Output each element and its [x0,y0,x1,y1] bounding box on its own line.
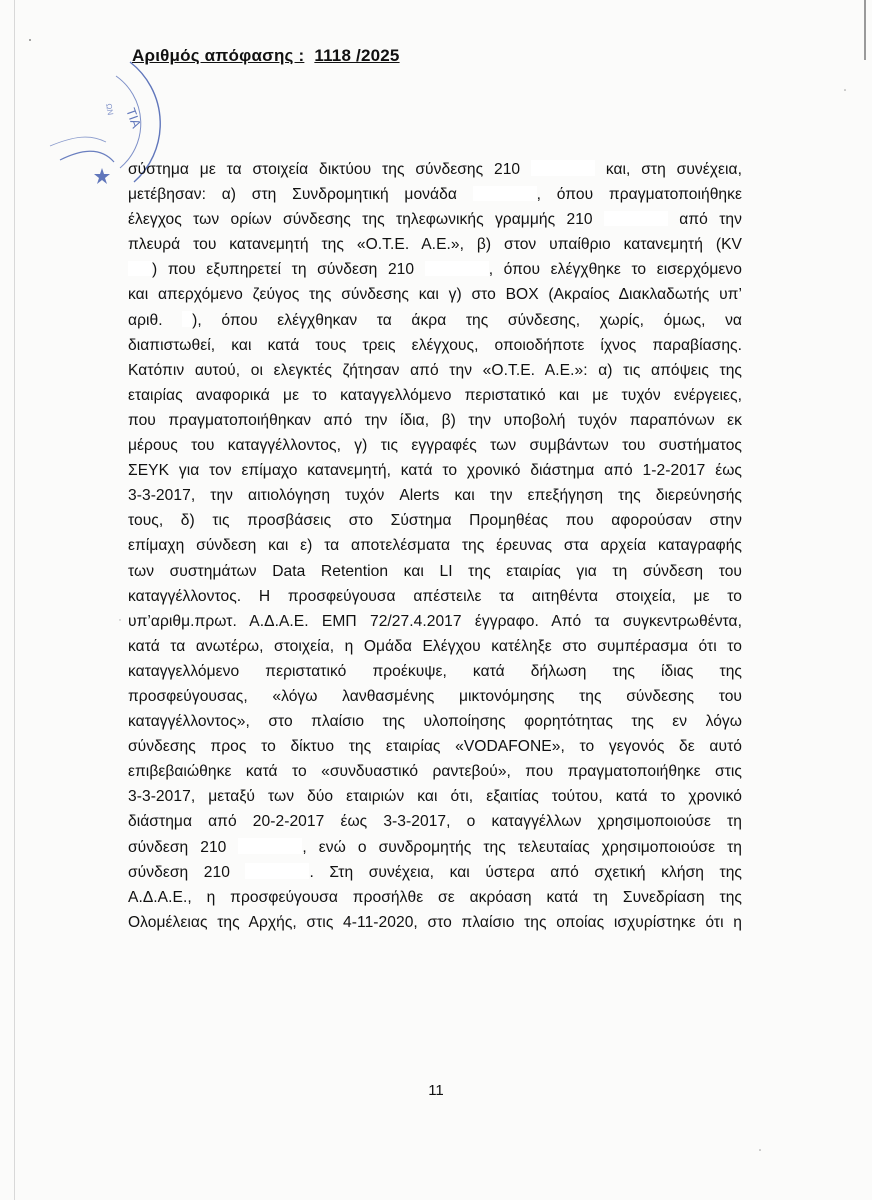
binding-edge [14,0,15,1200]
text-line: προσφεύγουσας, «λόγω λανθασμένης μικτονόμησης της σύνδεσης του [128,687,742,705]
text-segment: από την [679,211,742,229]
text-segment: , ενώ ο συνδρομητής της τελευταίας χρησιμοποιούσε τη [302,838,743,856]
redaction [238,838,302,854]
decision-number-label: Αριθμός απόφασης : [132,46,305,65]
text-line: που πραγματοποιήθηκαν από την ίδια, β) την υποβολή τυχόν παραπόνων εκ [128,411,742,429]
text-line [128,308,742,333]
text-line: διάστημα από 20-2-2017 έως 3-3-2017, ο καταγγέλλων χρησιμοποιούσε τη [128,813,742,831]
redaction [245,863,309,879]
text-line: σύνδεσης προς το δίκτυο της εταιρίας «VODAFONE», το γεγονός δε αυτό [128,738,742,756]
text-line [128,157,742,182]
text-segment: , όπου ελέγχθηκε το εισερχόμενο [488,261,742,279]
text-line: καταγγελλόμενο περιστατικό προέκυψε, κατά δήλωση της ίδιας της [128,662,742,680]
redaction [182,311,192,327]
text-segment: σύνδεση 210 [128,863,230,881]
redaction [425,261,489,277]
text-segment: σύστημα με τα στοιχεία δικτύου της σύνδεσης 210 [128,161,521,178]
text-line: διαπιστωθεί, και κατά τους τρεις ελέγχους, οποιοδήποτε ίχνος παραβίασης. [128,336,742,354]
text-line: καταγγέλλοντος. Η προσφεύγουσα απέστειλε τα αιτηθέντα στοιχεία, με το [128,587,742,605]
text-segment: αριθ. [128,311,163,329]
text-line [128,860,742,885]
text-line: ΣΕΥΚ για τον επίμαχο κατανεμητή, κατά το χρονικό διάστημα από 1-2-2017 έως [128,462,742,480]
redaction [473,186,537,202]
text-line: Κατόπιν αυτού, οι ελεγκτές ζήτησαν από την «Ο.Τ.Ε. Α.Ε.»: α) τις απόψεις της [128,361,742,379]
text-line: Α.Δ.Α.Ε., η προσφεύγουσα προσήλθε σε ακρόαση κατά τη Συνεδρίαση της [128,888,742,906]
text-line: 3-3-2017, την αιτιολόγηση τυχόν Alerts και την επεξήγηση της διερεύνησής [128,487,742,505]
text-line: επιβεβαιώθηκε κατά το «συνδυαστικό ραντεβού», που πραγματοποιήθηκε στις [128,763,742,781]
text-line: επίμαχη σύνδεση και ε) τα αποτελέσματα της έρευνας στα αρχεία καταγραφής [128,537,742,555]
text-line: κατά τα ανωτέρω, στοιχεία, η Ομάδα Ελέγχου κατέληξε στο συμπέρασμα ότι το [128,637,742,655]
text-segment: και, στη συνέχεια, [605,161,742,178]
text-line [128,207,742,232]
redaction [531,160,595,176]
text-segment: ), όπου ελέγχθηκαν τα άκρα της σύνδεσης, χωρίς, όμως, να [192,311,742,329]
text-line: και απερχόμενο ζεύγος της σύνδεσης και γ) στο BOX (Ακραίος Διακλαδωτής υπ’ [128,286,742,304]
text-line: μέρους του καταγγέλλοντος, γ) τις εγγραφές των συμβάντων του συστήματος [128,437,742,455]
text-segment: , όπου πραγματοποιήθηκε [536,186,743,204]
text-segment: σύνδεση 210 [128,838,227,856]
scan-edge-mark [864,0,866,60]
text-segment: ) που εξυπηρετεί τη σύνδεση 210 [152,261,415,279]
text-line [128,835,742,860]
text-line: των συστημάτων Data Retention και LI της εταιρίας για τη σύνδεση του [128,562,742,580]
text-line: καταγγέλλοντος», στο πλαίσιο της υλοποίησης φορητότητας της εν λόγω [128,713,742,731]
text-segment: έλεγχος των ορίων σύνδεσης της τηλεφωνικής γραμμής 210 [128,211,593,229]
text-segment: . Στη συνέχεια, και ύστερα από σχετική κλήση της [309,863,742,881]
stamp-lettering-inner: ΩΝ [104,102,115,116]
decision-number-heading [132,46,410,66]
text-line: 3-3-2017, μεταξύ των δύο εταιριών και ότι, εξαιτίας τούτου, κατά το χρονικό [128,788,742,806]
text-line: εταιρίας αναφορικά με το καταγγελλόμενο περιστατικό και με τυχόν ενέργειες, [128,386,742,404]
text-line [128,182,742,207]
text-line [128,257,742,282]
text-line: τους, δ) τις προσβάσεις στο Σύστημα Προμηθέας που αφορούσαν στην [128,512,742,530]
text-line: υπ’αριθμ.πρωτ. Α.Δ.Α.Ε. ΕΜΠ 72/27.4.2017 έγγραφο. Από τα συγκεντρωθέντα, [128,612,742,630]
text-line: πλευρά του κατανεμητή της «Ο.Τ.Ε. Α.Ε.», β) στον υπαίθριο κατανεμητή (KV [128,236,742,254]
page-number: 11 [428,1082,444,1099]
stamp-lettering: ΤΙΑ [123,105,145,131]
decision-number-value: 1118 /2025 [314,46,400,65]
redaction [128,261,152,277]
text-line: Ολομέλειας της Αρχής, στις 4-11-2020, στο πλαίσιο της οποίας ισχυρίστηκε ότι η [128,913,742,931]
document-body [128,157,742,935]
text-segment: μετέβησαν: α) στη Συνδρομητική μονάδα [128,186,457,204]
redaction [604,211,668,227]
